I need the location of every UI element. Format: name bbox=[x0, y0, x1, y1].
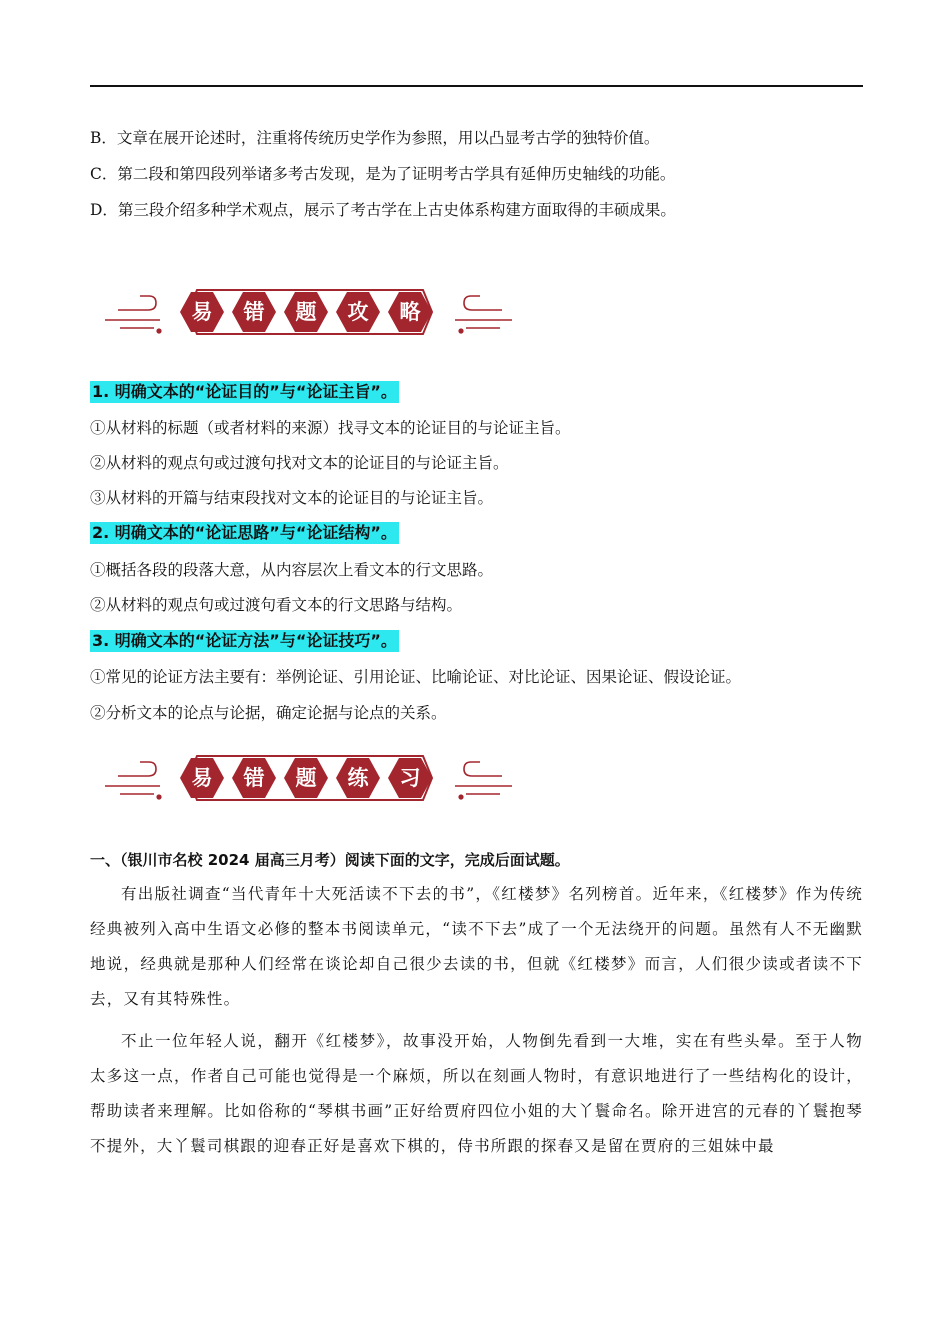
section-banner-practice bbox=[100, 748, 520, 808]
tip-item: ①常见的论证方法主要有：举例论证、引用论证、比喻论证、对比论证、因果论证、假设论证。 bbox=[90, 668, 742, 686]
header-rule bbox=[90, 85, 863, 87]
banner-char: 题 bbox=[295, 766, 317, 790]
passage-paragraph-1: 有出版社调查“当代青年十大死活读不下去的书”，《红楼梦》名列榜首。近年来，《红楼梦》作为传统经典被列入高中生语文必修的整本书阅读单元，“读不下去”成了一个无法绕开的问题。虽然有人不无幽默地说，经典就是那种人们经常在谈论却自己很少去读的书，但就《红楼梦》而言，人们很少读或者读不下去，又有其特殊性。 bbox=[90, 885, 863, 1008]
banner-char: 攻 bbox=[347, 300, 369, 324]
banner-right-scroll-ornament bbox=[455, 762, 512, 799]
tip-item: ①概括各段的段落大意，从内容层次上看文本的行文思路。 bbox=[90, 561, 494, 579]
banner-left-scroll-ornament bbox=[105, 762, 161, 799]
tip-heading-3: 3. 明确文本的“论证方法”与“论证技巧”。 bbox=[92, 631, 397, 650]
banner-char: 练 bbox=[347, 766, 369, 790]
banner-char: 习 bbox=[399, 766, 421, 790]
option-d: D．第三段介绍多种学术观点，展示了考古学在上古史体系构建方面取得的丰硕成果。 bbox=[90, 201, 676, 219]
tip-item: ②从材料的观点句或过渡句看文本的行文思路与结构。 bbox=[90, 596, 463, 614]
tip-item: ③从材料的开篇与结束段找对文本的论证目的与论证主旨。 bbox=[90, 489, 494, 507]
banner-char: 略 bbox=[399, 300, 421, 324]
banner-char: 错 bbox=[243, 766, 265, 790]
tip-heading-1: 1. 明确文本的“论证目的”与“论证主旨”。 bbox=[92, 382, 397, 401]
tip-item: ①从材料的标题（或者材料的来源）找寻文本的论证目的与论证主旨。 bbox=[90, 419, 571, 437]
banner-left-scroll-ornament bbox=[105, 296, 161, 333]
question-title: 一、（银川市名校 2024 届高三月考）阅读下面的文字，完成后面试题。 bbox=[90, 851, 570, 869]
tip-heading-2: 2. 明确文本的“论证思路”与“论证结构”。 bbox=[92, 523, 397, 542]
banner-char: 易 bbox=[191, 766, 213, 790]
banner-char: 错 bbox=[243, 300, 265, 324]
tip-item: ②分析文本的论点与论据，确定论据与论点的关系。 bbox=[90, 704, 447, 722]
banner-char: 题 bbox=[295, 300, 317, 324]
tip-item: ②从材料的观点句或过渡句找对文本的论证目的与论证主旨。 bbox=[90, 454, 509, 472]
section-banner-strategy bbox=[100, 282, 520, 342]
option-c: C．第二段和第四段列举诸多考古发现，是为了证明考古学具有延伸历史轴线的功能。 bbox=[90, 165, 676, 183]
banner-right-scroll-ornament bbox=[455, 296, 512, 333]
banner-char: 易 bbox=[191, 300, 213, 324]
passage-paragraph-2: 不止一位年轻人说，翻开《红楼梦》，故事没开始，人物倒先看到一大堆，实在有些头晕。至于人物太多这一点，作者自己可能也觉得是一个麻烦，所以在刻画人物时，有意识地进行了一些结构化的设计，帮助读者来理解。比如俗称的“琴棋书画”正好给贾府四位小姐的大丫鬟命名。除开进宫的元春的丫鬟抱琴不提外，大丫鬟司棋跟的迎春正好是喜欢下棋的，侍书所跟的探春又是留在贾府的三姐妹中最 bbox=[90, 1032, 863, 1155]
option-b: B．文章在展开论述时，注重将传统历史学作为参照，用以凸显考古学的独特价值。 bbox=[90, 129, 660, 147]
